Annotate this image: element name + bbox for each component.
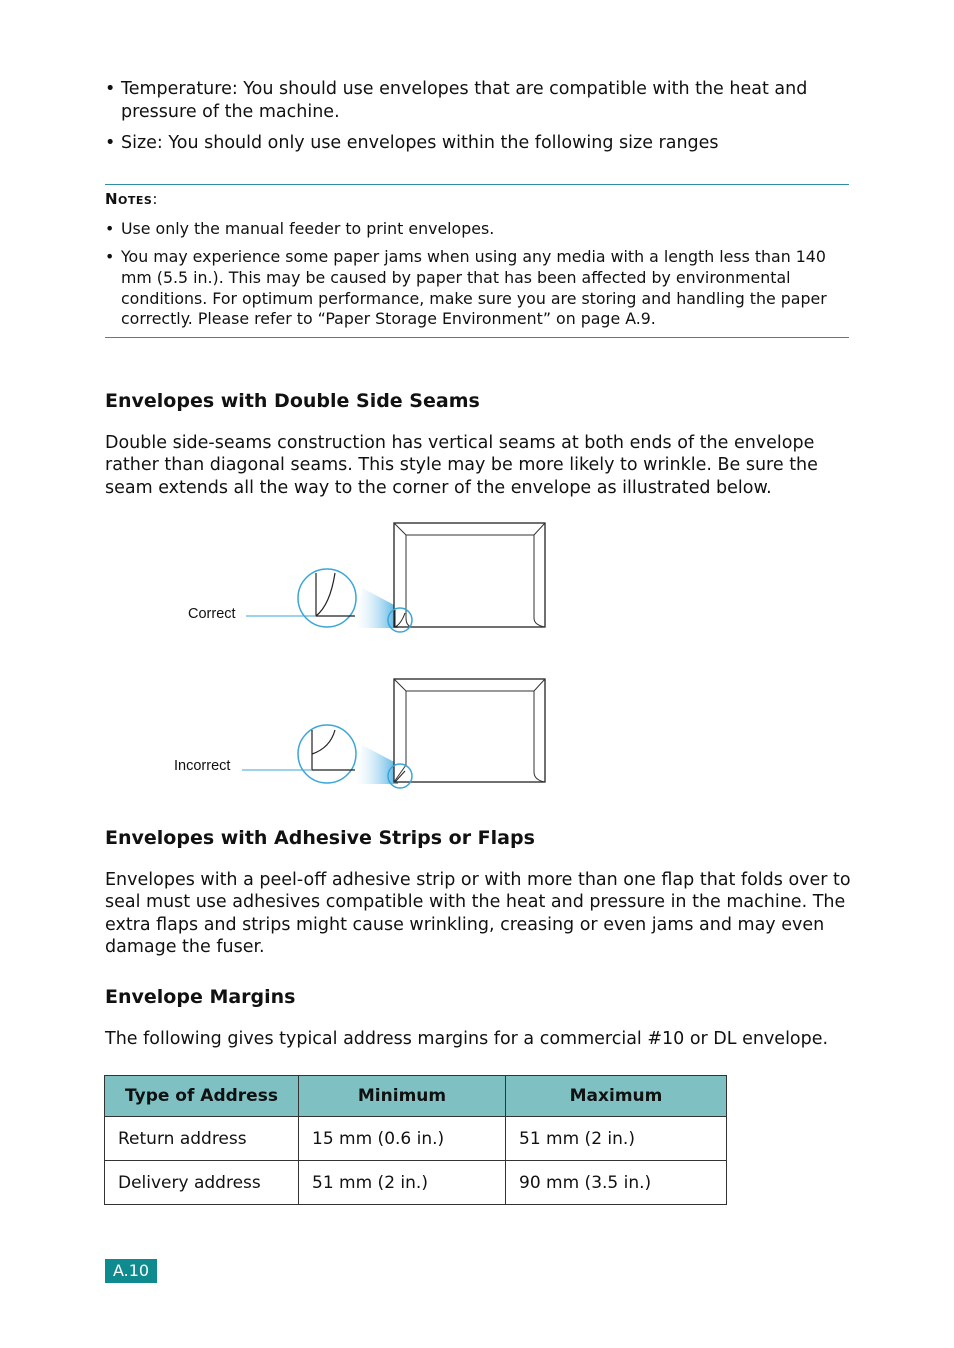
table-cell: Return address [105, 1117, 299, 1161]
page-number: A.10 [105, 1259, 157, 1283]
column-header: Type of Address [105, 1076, 299, 1117]
notes-top-rule [105, 184, 849, 185]
column-header: Minimum [299, 1076, 506, 1117]
table-header-row [105, 1076, 727, 1117]
correct-label: Correct [188, 606, 236, 622]
table-cell: 51 mm (2 in.) [506, 1117, 727, 1161]
bullet-dot: • [105, 247, 115, 266]
bullet-text: Size: You should only use envelopes within the following size ranges [121, 133, 719, 153]
table-cell: 15 mm (0.6 in.) [299, 1117, 506, 1161]
paragraph-envelope-margins: The following gives typical address margins for a commercial #10 or DL envelope. [105, 1029, 829, 1049]
incorrect-envelope [242, 679, 545, 788]
envelope-seam-illustration [150, 515, 570, 800]
note-item [105, 247, 850, 330]
correct-envelope [246, 523, 545, 632]
column-header: Maximum [506, 1076, 727, 1117]
table-row [105, 1117, 727, 1161]
table-row [105, 1161, 727, 1205]
address-margins-table [104, 1075, 727, 1205]
incorrect-label: Incorrect [174, 758, 231, 774]
bullet-size [105, 132, 850, 155]
table-cell: 90 mm (3.5 in.) [506, 1161, 727, 1205]
bullet-dot: • [105, 79, 116, 99]
table-cell: Delivery address [105, 1161, 299, 1205]
note-item [105, 219, 850, 240]
bullet-dot: • [105, 133, 116, 153]
bullet-text: Temperature: You should use envelopes that are compatible with the heat and pressure of the machine. [121, 79, 808, 122]
paragraph-adhesive-strips: Envelopes with a peel-off adhesive strip or with more than one flap that folds over to seal must use adhesives compatible with the heat and pressure in the machine. The extra flaps and strips might cause wrinkling, creasing or even jams and may even damage the fuser. [105, 870, 851, 957]
notes-title: Notes: [105, 190, 158, 208]
table-cell: 51 mm (2 in.) [299, 1161, 506, 1205]
heading-envelope-margins: Envelope Margins [105, 986, 296, 1008]
heading-adhesive-strips: Envelopes with Adhesive Strips or Flaps [105, 827, 535, 849]
heading-double-side-seams: Envelopes with Double Side Seams [105, 390, 480, 412]
bullet-dot: • [105, 219, 115, 238]
note-text: You may experience some paper jams when using any media with a length less than 140 mm (5.5 in.). This may be caused by paper that has been affected by environmental conditions. For optimum performance, make sure you are storing and handling the paper correctly. Please refer to “Paper Storage Environment” on page A.9. [121, 247, 827, 329]
bullet-temperature [105, 78, 850, 124]
paragraph-double-side-seams: Double side-seams construction has vertical seams at both ends of the envelope rather than diagonal seams. This style may be more likely to wrinkle. Be sure the seam extends all the way to the corner of the envelope as illustrated below. [105, 433, 818, 498]
notes-bottom-rule [105, 337, 849, 338]
note-text: Use only the manual feeder to print envelopes. [121, 219, 495, 238]
